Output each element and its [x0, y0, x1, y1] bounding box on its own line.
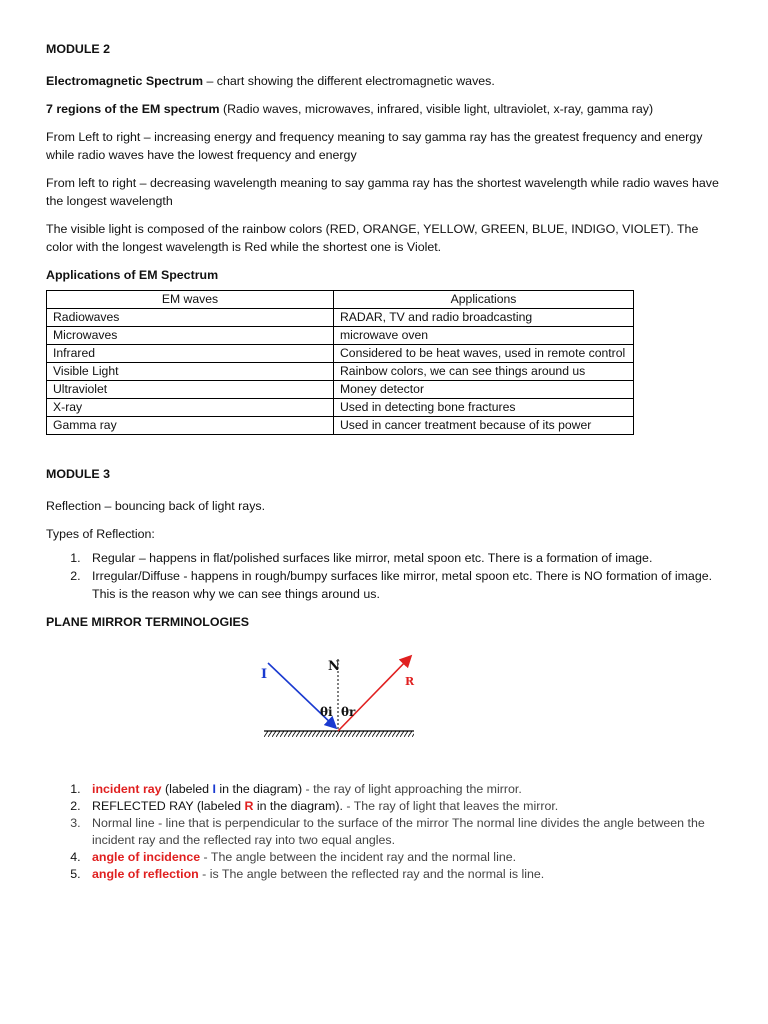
list-item: 5. angle of reflection - is The angle between the reflected ray and the normal is line.	[84, 866, 726, 883]
reflected-label: R	[405, 675, 415, 688]
terminology-list	[46, 781, 726, 883]
list-item: 2. REFLECTED RAY (labeled R in the diagram). - The ray of light that leaves the mirror.	[84, 798, 726, 815]
em-regions: 7 regions of the EM spectrum (Radio waves, microwaves, infrared, visible light, ultraviolet, x-ray, gamma ray)	[46, 102, 654, 116]
table-cell-application: Used in detecting bone fractures	[334, 399, 634, 417]
module2-heading: MODULE 2	[46, 42, 111, 56]
list-item: 1. Regular – happens in flat/polished surfaces like mirror, metal spoon etc. There is a formation of image.	[84, 549, 726, 567]
table-cell-em-wave: Radiowaves	[47, 309, 334, 327]
module3-heading: MODULE 3	[46, 467, 111, 481]
table-header-applications: Applications	[334, 291, 634, 309]
table-cell-em-wave: Visible Light	[47, 363, 334, 381]
table-cell-application: Money detector	[334, 381, 634, 399]
table-row	[47, 417, 634, 435]
table-row	[47, 327, 634, 345]
types-heading: Types of Reflection:	[46, 527, 155, 541]
energy-frequency-paragraph: From Left to right – increasing energy and frequency meaning to say gamma ray has the greatest frequency and energy while radio waves have the lowest frequency and energy	[46, 130, 703, 162]
table-row	[47, 345, 634, 363]
visible-light-paragraph: The visible light is composed of the rainbow colors (RED, ORANGE, YELLOW, GREEN, BLUE, INDIGO, VIOLET). The color with the longest wavelength is Red while the shortest one is Violet.	[46, 222, 699, 254]
table-row	[47, 309, 634, 327]
document-page	[46, 40, 726, 893]
table-header-row	[47, 291, 634, 309]
applications-heading: Applications of EM Spectrum	[46, 268, 219, 282]
theta-incidence-label: θi	[320, 705, 333, 719]
incident-label: I	[261, 667, 268, 682]
reflected-ray	[338, 657, 410, 731]
table-cell-em-wave: X-ray	[47, 399, 334, 417]
em-spectrum-definition: Electromagnetic Spectrum – chart showing the different electromagnetic waves.	[46, 74, 495, 88]
list-item: 3. Normal line - line that is perpendicular to the surface of the mirror The normal line divides the angle between the incident ray and the reflected ray into two equal angles.	[84, 815, 726, 849]
list-item: 4. angle of incidence - The angle between the incident ray and the normal line.	[84, 849, 726, 866]
table-cell-application: Rainbow colors, we can see things around us	[334, 363, 634, 381]
table-cell-em-wave: Microwaves	[47, 327, 334, 345]
table-cell-application: microwave oven	[334, 327, 634, 345]
table-row	[47, 381, 634, 399]
em-applications-table	[46, 290, 634, 435]
reflection-diagram	[46, 641, 726, 771]
table-cell-em-wave: Ultraviolet	[47, 381, 334, 399]
reflection-types-list	[46, 549, 726, 603]
theta-reflection-label: θr	[341, 705, 356, 719]
mirror-hatching	[264, 731, 414, 737]
table-header-em-waves: EM waves	[47, 291, 334, 309]
table-row	[47, 363, 634, 381]
table-cell-em-wave: Infrared	[47, 345, 334, 363]
table-cell-application: Considered to be heat waves, used in remote control	[334, 345, 634, 363]
table-row	[47, 399, 634, 417]
table-cell-application: Used in cancer treatment because of its power	[334, 417, 634, 435]
list-item: 1. incident ray (labeled I in the diagram) - the ray of light approaching the mirror.	[84, 781, 726, 798]
plane-mirror-heading: PLANE MIRROR TERMINOLOGIES	[46, 615, 250, 629]
reflection-definition: Reflection – bouncing back of light rays.	[46, 499, 266, 513]
normal-label: N	[328, 659, 340, 674]
list-item: 2. Irregular/Diffuse - happens in rough/bumpy surfaces like mirror, metal spoon etc. There is NO formation of image. This is the reason why we can see things around us.	[84, 567, 726, 603]
table-cell-application: RADAR, TV and radio broadcasting	[334, 309, 634, 327]
table-cell-em-wave: Gamma ray	[47, 417, 334, 435]
reflection-diagram-svg	[256, 641, 416, 751]
wavelength-paragraph: From left to right – decreasing wavelength meaning to say gamma ray has the shortest wavelength while radio waves have the longest wavelength	[46, 176, 719, 208]
